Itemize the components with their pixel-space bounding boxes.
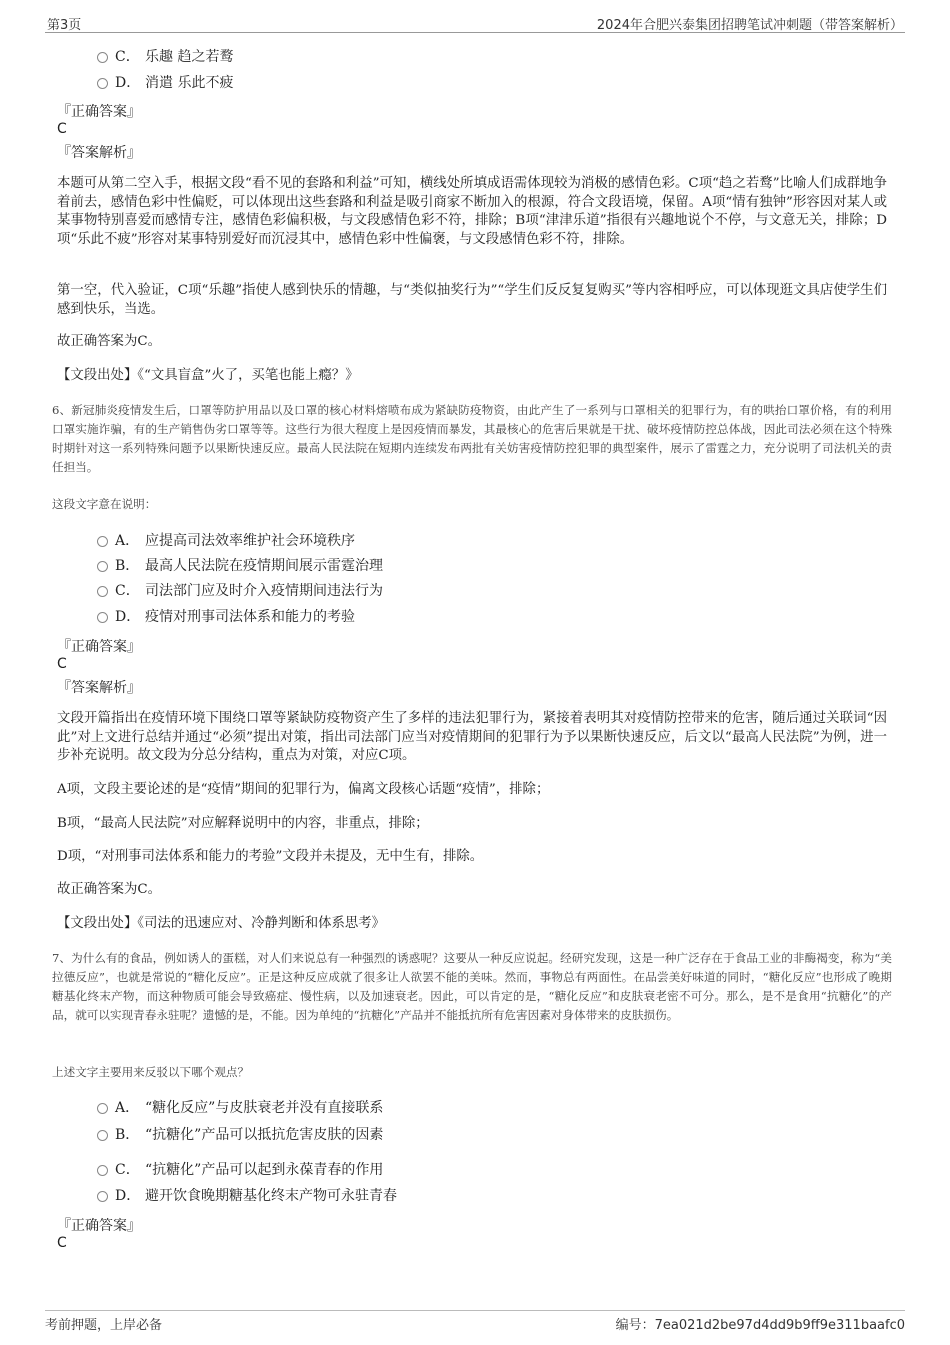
q6-analysis-option-d: D项，“对刑事司法体系和能力的考验”文段并未提及，无中生有，排除。	[57, 849, 484, 864]
footer-divider	[45, 1310, 905, 1311]
q6-answer-label: 『正确答案』	[57, 639, 141, 655]
document-id: 编号：7ea021d2be97d4dd9b9ff9e311baafc0	[615, 1318, 905, 1333]
q6-analysis-conclusion: 故正确答案为C。	[57, 882, 161, 897]
q6-question: 6、新冠肺炎疫情发生后，口罩等防护用品以及口罩的核心材料熔喷布成为紧缺防疫物资，由此产生了一系列与口罩相关的犯罪行为，有的哄抬口罩价格，有的利用口罩实施诈骗，有的生产销售伪劣口罩等等。这些行为很大程度上是因疫情而暴发，其最核心的危害后果就是干扰、破坏疫情防控总体战，因此司法必须在这个特殊时期针对这一系列特殊问题予以果断快速反应。最高人民法院在短期内连续发布两批有关妨害疫情防控犯罪的典型案件，展示了雷霆之力，充分说明了司法机关的责任担当。	[52, 403, 892, 474]
radio-icon[interactable]	[97, 536, 108, 547]
radio-icon[interactable]	[97, 561, 108, 572]
q6-prompt: 这段文字意在说明：	[52, 497, 157, 511]
q5-answer: C	[57, 121, 67, 137]
q5-analysis-conclusion: 故正确答案为C。	[57, 334, 161, 349]
footer-slogan: 考前押题，上岸必备	[45, 1318, 163, 1333]
q6-analysis-label: 『答案解析』	[57, 680, 141, 696]
radio-icon[interactable]	[97, 586, 108, 597]
q6-analysis-option-a: A项，文段主要论述的是“疫情”期间的犯罪行为，偏离文段核心话题“疫情”，排除；	[57, 782, 550, 797]
q6-analysis-option-b: B项，“最高人民法院”对应解释说明中的内容，非重点，排除；	[57, 816, 429, 831]
q7-answer-label: 『正确答案』	[57, 1218, 141, 1234]
document-title: 2024年合肥兴泰集团招聘笔试冲刺题（带答案解析）	[596, 18, 903, 33]
page-number: 第3页	[47, 18, 82, 33]
q5-analysis-label: 『答案解析』	[57, 145, 141, 161]
q7-prompt: 上述文字主要用来反驳以下哪个观点？	[52, 1065, 250, 1079]
q5-source: 【文段出处】《“文具盲盒”火了，买笔也能上瘾？》	[57, 368, 359, 383]
q6-answer: C	[57, 656, 67, 672]
q5-answer-label: 『正确答案』	[57, 104, 141, 120]
radio-icon[interactable]	[97, 612, 108, 623]
q7-answer: C	[57, 1235, 67, 1251]
radio-icon[interactable]	[97, 78, 108, 89]
radio-icon[interactable]	[97, 1165, 108, 1176]
radio-icon[interactable]	[97, 1103, 108, 1114]
q5-analysis-paragraph: 本题可从第二空入手，根据文段“看不见的套路和利益”可知，横线处所填成语需体现较为消极的感情色彩。C项“趋之若鹜”比喻人们成群地争着前去，感情色彩中性偏贬，可以体现出这些套路和利益是吸引商家不断加入的根源，符合文段语境，保留。A项“情有独钟”形容因对某人或某事物特别喜爱而感情专注，感情色彩偏积极，与文段感情色彩不符，排除；B项“津津乐道”指很有兴趣地说个不停，与文意无关，排除；D项“乐此不疲”形容对某事特别爱好而沉浸其中，感情色彩中性偏褒，与文段感情色彩不符，排除。	[57, 176, 887, 247]
header-divider	[45, 32, 905, 33]
q5-analysis-paragraph: 第一空，代入验证，C项“乐趣”指使人感到快乐的情趣，与“类似抽奖行为”“学生们反反复复购买”等内容相呼应，可以体现逛文具店使学生们感到快乐，当选。	[57, 283, 887, 317]
radio-icon[interactable]	[97, 1191, 108, 1202]
radio-icon[interactable]	[97, 52, 108, 63]
q7-question: 7、为什么有的食品，例如诱人的蛋糕，对人们来说总有一种强烈的诱惑呢？这要从一种反应说起。经研究发现，这是一种广泛存在于食品工业的非酶褐变，称为“美拉德反应”，也就是常说的“糖化反应”。正是这种反应成就了很多让人欲罢不能的美味。然而，事物总有两面性。在品尝美好味道的同时，“糖化反应”也形成了晚期糖基化终末产物，而这种物质可能会导致癌症、慢性病，以及加速衰老。因此，可以肯定的是，“糖化反应”和皮肤衰老密不可分。那么，是不是食用“抗糖化”的产品，就可以实现青春永驻呢？遗憾的是，不能。因为单纯的“抗糖化”产品并不能抵抗所有危害因素对身体带来的皮肤损伤。	[52, 951, 892, 1022]
radio-icon[interactable]	[97, 1130, 108, 1141]
q6-analysis-paragraph: 文段开篇指出在疫情环境下围绕口罩等紧缺防疫物资产生了多样的违法犯罪行为，紧接着表明其对疫情防控带来的危害，随后通过关联词“因此”对上文进行总结并通过“必须”提出对策，指出司法部门应当对疫情期间的犯罪行为予以果断快速反应，后文以“最高人民法院”为例，进一步补充说明。故文段为分总分结构，重点为对策，对应C项。	[57, 711, 887, 763]
q6-source: 【文段出处】《司法的迅速应对、冷静判断和体系思考》	[57, 916, 386, 931]
